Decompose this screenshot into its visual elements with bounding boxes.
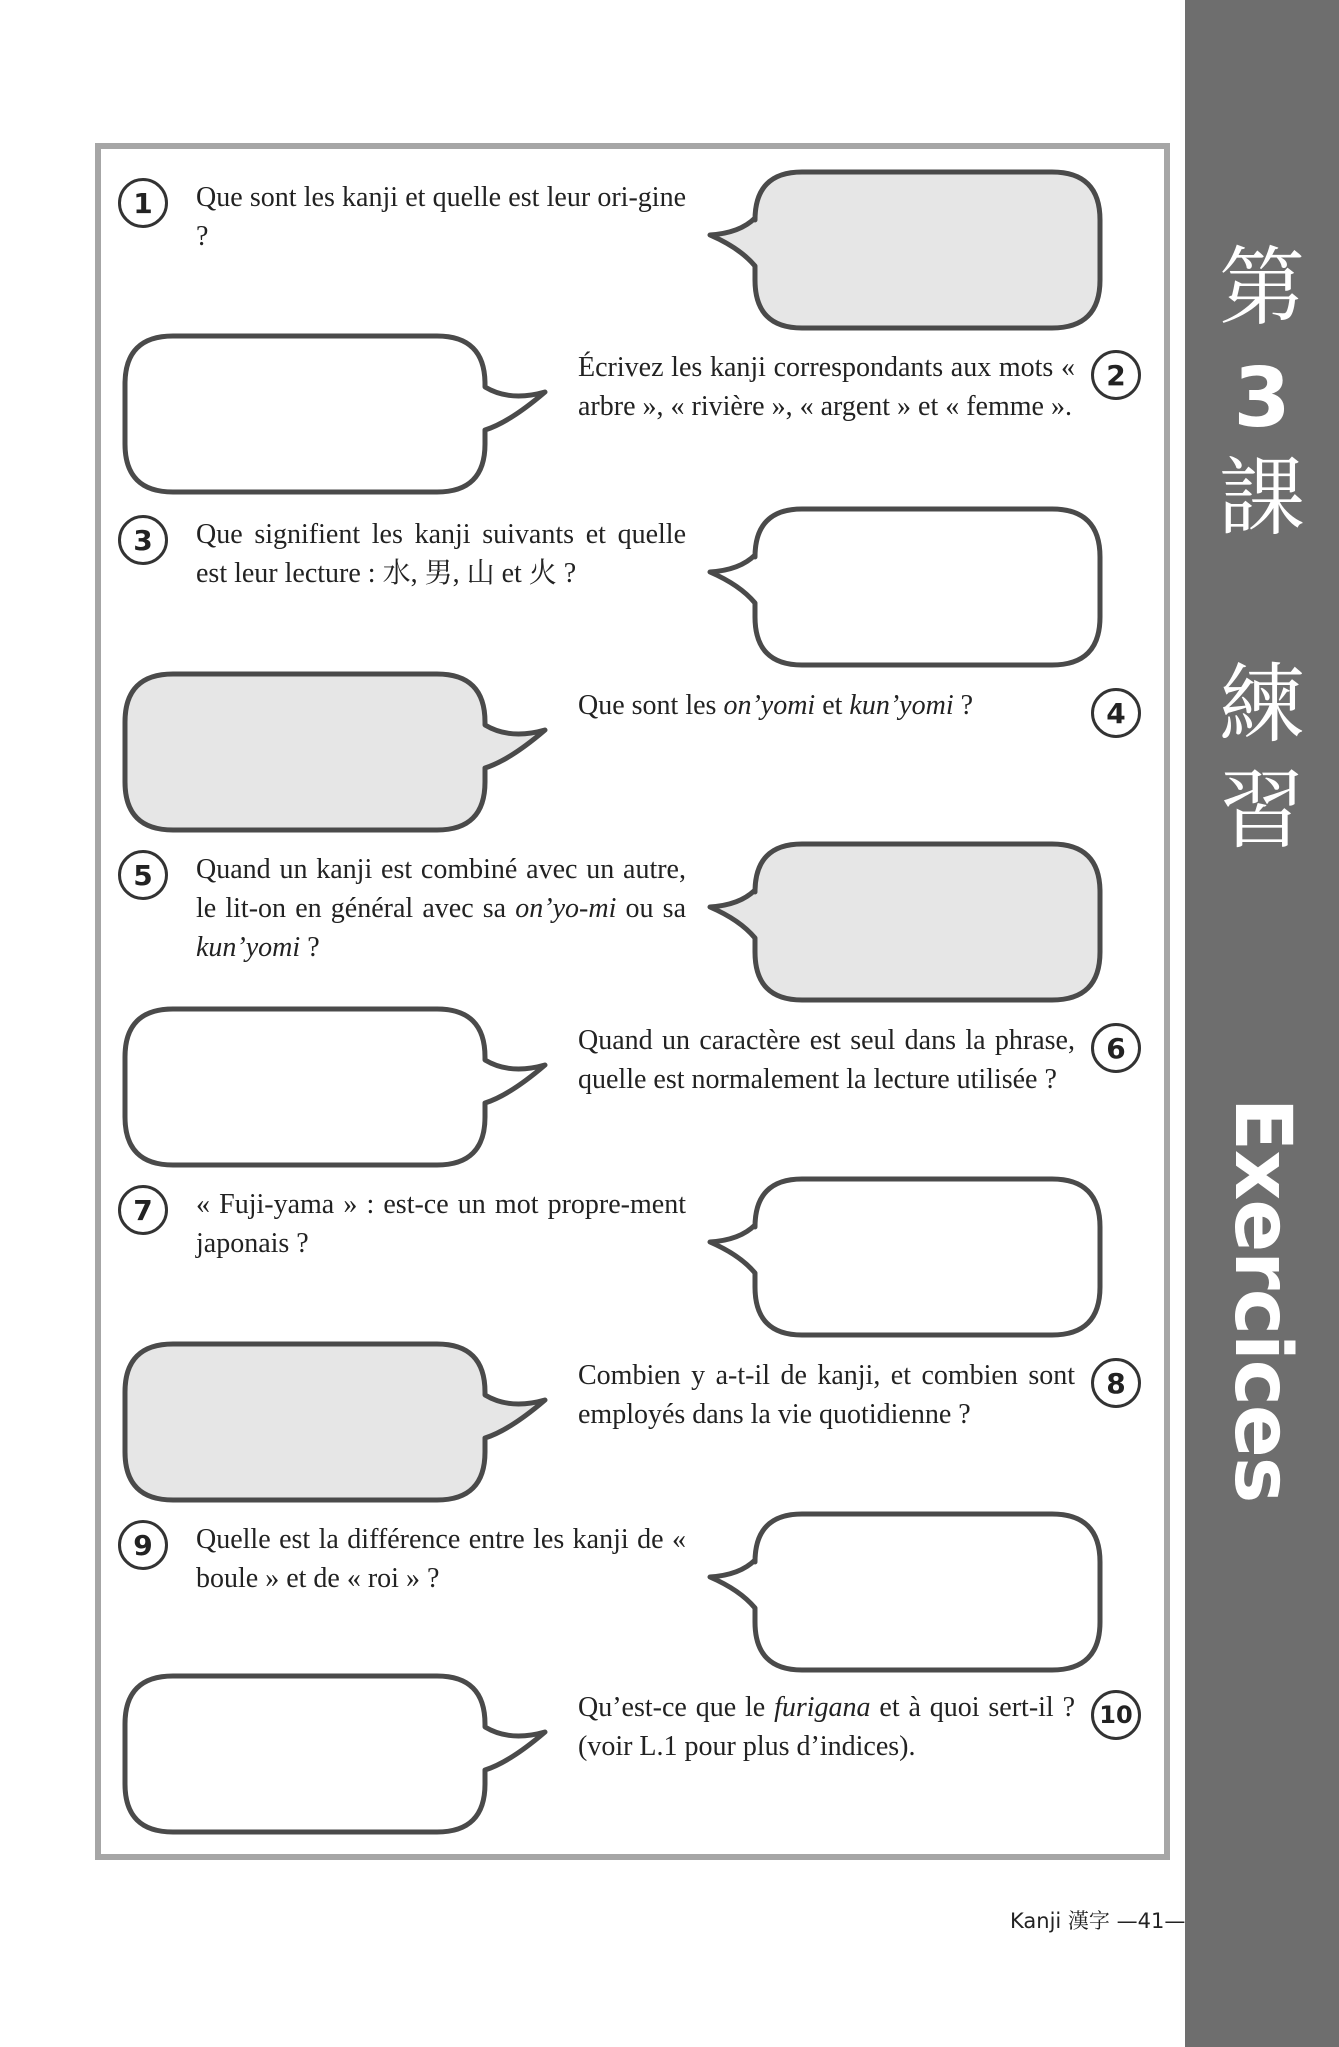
question-text-part: et à quoi sert-il ? (voir L.1 pour plus d’indices). xyxy=(578,1692,1075,1762)
answer-bubble-7[interactable] xyxy=(700,1175,1140,1345)
sidebar-kanji-ren: 練 xyxy=(1219,655,1305,755)
question-text-part: ou sa xyxy=(616,893,686,924)
sidebar-kanji-dai: 第 xyxy=(1219,238,1305,338)
answer-bubble-shape xyxy=(710,1514,1100,1670)
answer-bubble-9[interactable] xyxy=(700,1510,1140,1680)
answer-bubble-shape xyxy=(125,1344,545,1500)
question-text-part: Que sont les xyxy=(578,690,724,721)
question-text-4 xyxy=(578,686,1075,725)
question-number-5: 5 xyxy=(118,850,168,900)
question-number-4: 4 xyxy=(1091,688,1141,738)
question-text-part: kun’yomi xyxy=(196,932,301,963)
question-text-3 xyxy=(196,515,686,593)
answer-bubble-shape xyxy=(125,1676,545,1832)
answer-bubble-10[interactable] xyxy=(115,1672,555,1842)
question-number-8: 8 xyxy=(1091,1358,1141,1408)
answer-bubble-4[interactable] xyxy=(115,670,555,840)
sidebar-lesson-number: 3 xyxy=(1233,351,1291,446)
question-text-part: ? xyxy=(953,690,974,721)
question-text-10 xyxy=(578,1688,1075,1766)
question-text-8 xyxy=(578,1356,1075,1434)
question-text-5 xyxy=(196,850,686,967)
answer-bubble-shape xyxy=(710,844,1100,1000)
question-text-part: Que signifient les kanji suivants et quelle est leur lecture : 水, 男, 山 et 火 ? xyxy=(196,519,686,589)
question-text-7 xyxy=(196,1185,686,1263)
question-text-1 xyxy=(196,178,686,256)
answer-bubble-shape xyxy=(710,172,1100,328)
question-text-6 xyxy=(578,1021,1075,1099)
answer-bubble-2[interactable] xyxy=(115,332,555,502)
question-number-2: 2 xyxy=(1091,350,1141,400)
answer-bubble-6[interactable] xyxy=(115,1005,555,1175)
answer-bubble-1[interactable] xyxy=(700,168,1140,338)
answer-bubble-3[interactable] xyxy=(700,505,1140,675)
answer-bubble-8[interactable] xyxy=(115,1340,555,1510)
question-number-9: 9 xyxy=(118,1520,168,1570)
question-text-part: Quand un caractère est seul dans la phrase, quelle est normalement la lecture utilisée ? xyxy=(578,1025,1075,1095)
page-footer: Kanji 漢字 —41— xyxy=(1010,1909,1186,1933)
question-number-10: 10 xyxy=(1091,1690,1141,1740)
answer-bubble-5[interactable] xyxy=(700,840,1140,1010)
question-text-part: Combien y a-t-il de kanji, et combien sont employés dans la vie quotidienne ? xyxy=(578,1360,1075,1430)
question-text-part: Quelle est la différence entre les kanji de « boule » et de « roi » ? xyxy=(196,1524,686,1594)
sidebar-exercices-label: Exercices xyxy=(1217,1097,1307,1503)
chapter-sidebar xyxy=(1185,0,1339,2047)
question-text-9 xyxy=(196,1520,686,1598)
question-text-part: ? xyxy=(300,932,320,963)
question-text-part: Quand un kanji est combiné avec un autre, le lit-on en général avec sa xyxy=(196,854,686,924)
sidebar-kanji-ka: 課 xyxy=(1219,448,1305,548)
sidebar-kanji-shuu: 習 xyxy=(1219,761,1305,861)
question-text-2 xyxy=(578,348,1075,426)
question-text-part: kun’yomi xyxy=(849,690,954,721)
question-text-part: Que sont les kanji et quelle est leur ori-gine ? xyxy=(196,182,686,252)
question-text-part: et xyxy=(815,690,850,721)
question-number-3: 3 xyxy=(118,515,168,565)
answer-bubble-shape xyxy=(710,1179,1100,1335)
question-text-part: furigana xyxy=(774,1692,871,1723)
question-number-7: 7 xyxy=(118,1185,168,1235)
question-number-6: 6 xyxy=(1091,1023,1141,1073)
question-text-part: on’yomi xyxy=(723,690,816,721)
question-text-part: Qu’est-ce que le xyxy=(578,1692,775,1723)
answer-bubble-shape xyxy=(125,674,545,830)
question-text-part: « Fuji-yama » : est-ce un mot propre-ment japonais ? xyxy=(196,1189,686,1259)
answer-bubble-shape xyxy=(125,1009,545,1165)
answer-bubble-shape xyxy=(710,509,1100,665)
question-text-part: on’yo-mi xyxy=(515,893,617,924)
answer-bubble-shape xyxy=(125,336,545,492)
question-text-part: Écrivez les kanji correspondants aux mots « arbre », « rivière », « argent » et « femme ». xyxy=(578,352,1075,422)
question-number-1: 1 xyxy=(118,178,168,228)
